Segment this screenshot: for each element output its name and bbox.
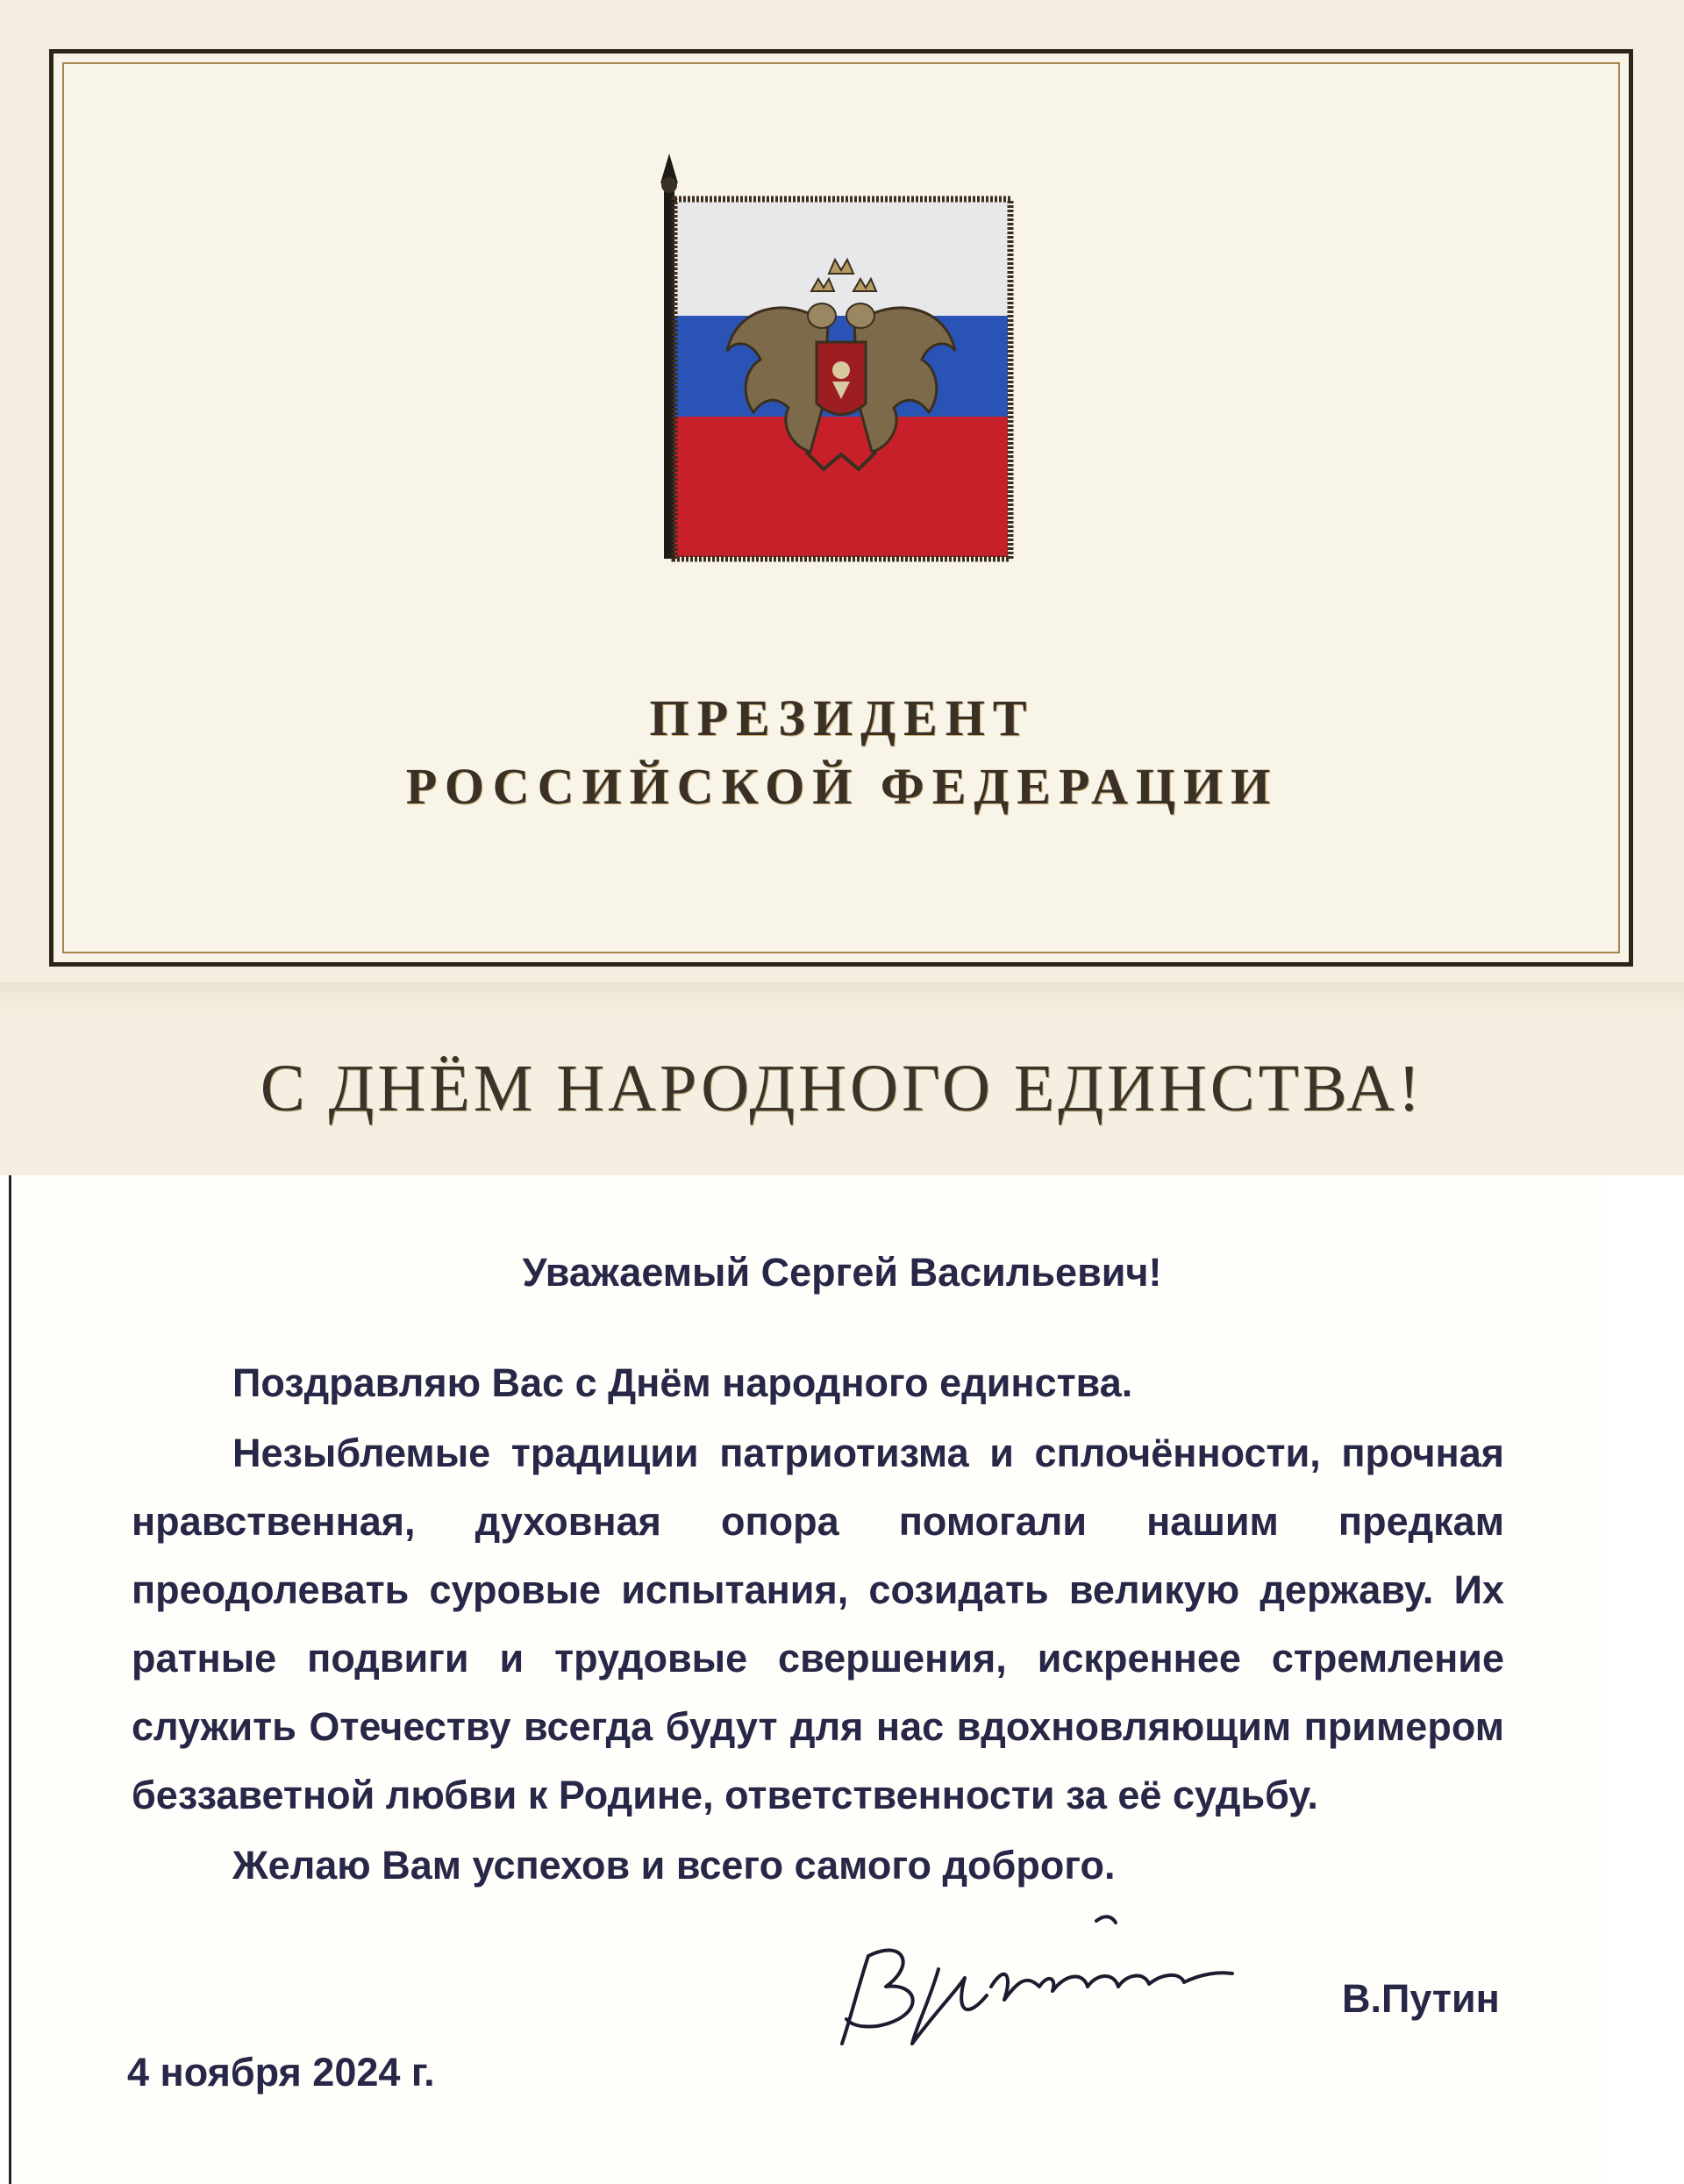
handwritten-signature — [833, 1903, 1263, 2052]
standard-flag-icon — [653, 153, 1022, 566]
paragraph-1: Поздравляю Вас с Днём народного единства. — [232, 1360, 1133, 1405]
card-fold — [0, 982, 1684, 1017]
signer-name: В.Путин — [1342, 1976, 1500, 2021]
holiday-greeting: С ДНЁМ НАРОДНОГО ЕДИНСТВА! — [260, 1052, 1424, 1125]
paragraph-3: Желаю Вам успехов и всего самого доброго. — [232, 1843, 1116, 1888]
flag-red-stripe — [674, 417, 1008, 557]
salutation: Уважаемый Сергей Васильевич! — [522, 1250, 1162, 1295]
letter-date: 4 ноября 2024 г. — [127, 2050, 435, 2095]
card-title-line1: ПРЕЗИДЕНТ — [649, 689, 1035, 746]
flag-white-stripe — [674, 202, 1008, 316]
card-title-line2: РОССИЙСКОЙ ФЕДЕРАЦИИ — [405, 758, 1279, 815]
paragraph-2: Незыблемые традиции патриотизма и сплочённости, прочная нравственная, духовная опора помогали нашим предкам преодолевать суровые испытания, созидать великую державу. Их ратные подвиги и трудовые свершения, искреннее стремление служить Отечеству всегда будут для нас вдохновляющим примером беззаветной любви к Родине, ответственности за её судьбу. — [132, 1431, 1504, 1817]
